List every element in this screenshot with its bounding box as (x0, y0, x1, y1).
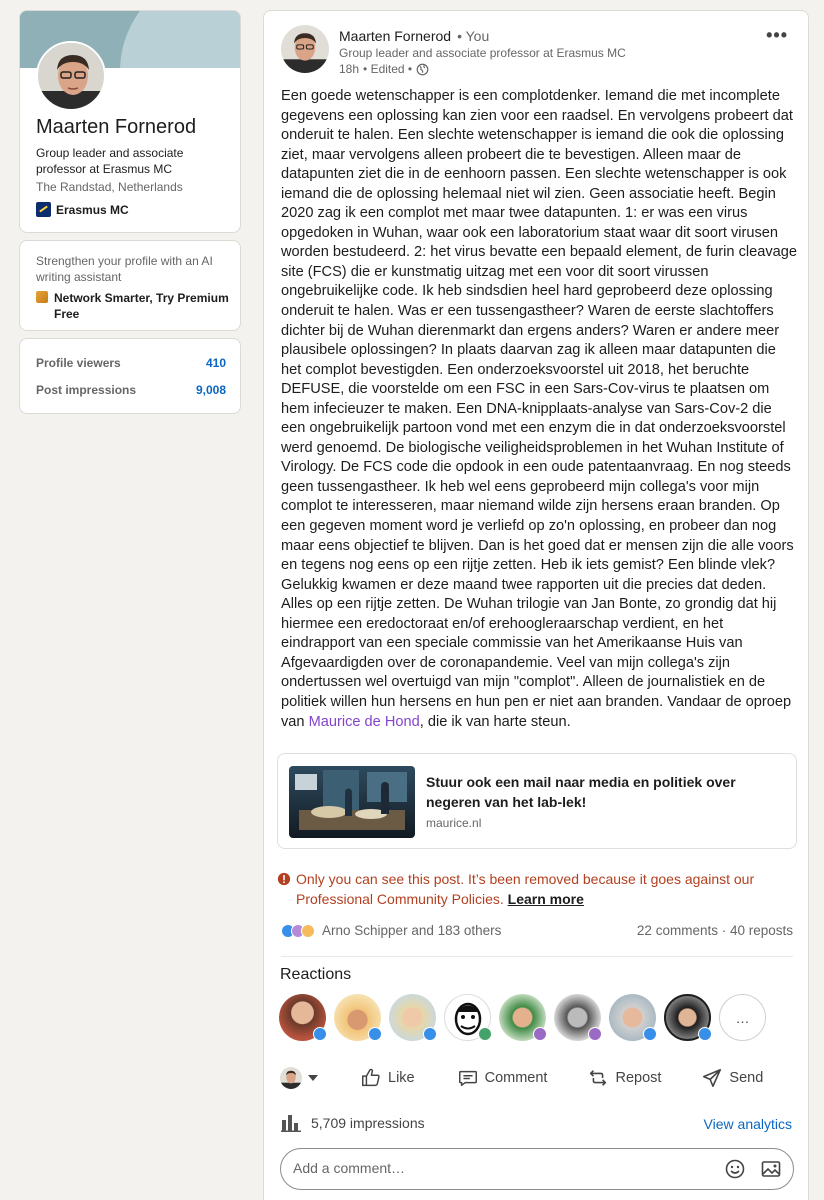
reaction-type-icons (281, 924, 315, 938)
comment-label: Comment (484, 1070, 548, 1086)
post-author-line (339, 28, 489, 44)
comment-box (280, 1148, 794, 1190)
erasmus-logo-icon (36, 202, 51, 217)
like-badge-icon (643, 1027, 657, 1041)
like-badge-icon (313, 1027, 327, 1041)
actor-avatar (280, 1067, 302, 1089)
view-analytics-link[interactable]: View analytics (703, 1116, 792, 1132)
reactor-avatar[interactable] (444, 994, 491, 1041)
impressions (281, 1114, 425, 1132)
comment-button[interactable] (457, 1067, 548, 1089)
reactor-avatar[interactable] (554, 994, 601, 1041)
profile-card (19, 10, 241, 233)
stats-card (19, 338, 241, 414)
post-impressions-row[interactable] (36, 383, 226, 397)
link-thumbnail (289, 766, 415, 838)
post-author-avatar[interactable] (281, 25, 329, 73)
impressions-count: 5,709 impressions (311, 1115, 425, 1131)
removed-notice-text: Only you can see this post. It’s been removed because it goes against our Professional Community Policies. (296, 871, 755, 907)
post-author-name[interactable]: Maarten Fornerod (339, 28, 452, 44)
removed-notice-text-wrap (296, 869, 787, 909)
action-bar (280, 1063, 796, 1093)
profile-avatar[interactable] (36, 41, 106, 111)
post-card (263, 10, 809, 1200)
mention-link[interactable]: Maurice de Hond (308, 713, 420, 730)
removed-notice (277, 869, 787, 909)
repost-button[interactable] (587, 1067, 661, 1089)
more-options-icon[interactable]: ••• (766, 25, 788, 45)
premium-cta-link[interactable] (36, 290, 240, 322)
organization-name: Erasmus MC (56, 202, 129, 217)
like-icon (360, 1067, 382, 1089)
post-author-headline: Group leader and associate professor at Erasmus MC (339, 46, 626, 60)
reactor-avatars (279, 994, 766, 1041)
comment-icon (457, 1067, 479, 1089)
link-domain: maurice.nl (426, 816, 482, 830)
post-author-badge: • You (457, 28, 490, 44)
more-reactors-button[interactable]: … (719, 994, 766, 1041)
comments-reposts-count[interactable]: 22 comments · 40 reposts (636, 923, 793, 938)
reactor-avatar[interactable] (499, 994, 546, 1041)
link-title[interactable]: Stuur ook een mail naar media en politiek over negeren van het lab-lek! (426, 774, 736, 810)
warning-icon (277, 872, 291, 886)
like-label: Like (388, 1070, 415, 1086)
like-badge-icon (698, 1027, 712, 1041)
profile-viewers-label: Profile viewers (36, 356, 121, 370)
send-label: Send (729, 1070, 764, 1086)
reactions-title: Reactions (280, 966, 352, 983)
emoji-icon[interactable] (725, 1159, 745, 1179)
send-button[interactable] (701, 1067, 763, 1089)
post-time: 18h (339, 62, 360, 76)
reactions-summary-text: Arno Schipper and 183 others (322, 923, 502, 938)
post-edited: • Edited • (363, 62, 413, 76)
link-preview-card[interactable] (277, 753, 797, 849)
premium-prompt: Strengthen your profile with an AI writing assistant (36, 254, 213, 284)
bars-icon (281, 1114, 301, 1132)
insightful-badge-icon (588, 1027, 602, 1041)
repost-label: Repost (615, 1070, 662, 1086)
like-badge-icon (423, 1027, 437, 1041)
celebrate-badge-icon (478, 1027, 492, 1041)
actor-switcher[interactable] (280, 1067, 350, 1089)
chevron-down-icon (308, 1075, 318, 1081)
reactions-summary[interactable] (281, 923, 501, 938)
profile-viewers-row[interactable] (36, 356, 226, 370)
profile-organization[interactable] (36, 202, 129, 217)
reactor-avatar[interactable] (279, 994, 326, 1041)
post-impressions-value: 9,008 (195, 383, 226, 397)
divider (281, 956, 793, 957)
insightful-badge-icon (533, 1027, 547, 1041)
premium-cta-label: Network Smarter, Try Premium Free (54, 291, 229, 321)
profile-viewers-value: 410 (205, 356, 226, 370)
premium-card[interactable] (19, 240, 241, 331)
profile-headline: Group leader and associate professor at Erasmus MC (36, 146, 184, 176)
post-impressions-label: Post impressions (36, 383, 137, 397)
reactor-avatar[interactable] (334, 994, 381, 1041)
social-counts (281, 923, 793, 938)
profile-name[interactable]: Maarten Fornerod (36, 116, 197, 138)
like-badge-icon (368, 1027, 382, 1041)
globe-icon (416, 63, 429, 76)
like-button[interactable] (360, 1067, 415, 1089)
reactor-avatar[interactable] (664, 994, 711, 1041)
post-body-text: Een goede wetenschapper is een complotdenker. Iemand die met incomplete gegevens een oplossing kan zien voor een raadsel. En vervolgens probeert dat onderuit te halen. Een slechte wetenschapper is iemand die ook die oplossing ziet, maar vervolgens alleen probeert die te bevestigen. Alleen maar de datapunten ziet die in de eenhoorn passen. Een slechte wetenschapper is ook iemand die de oplossing helemaal niet wil zien. Geen associatie heeft. Begin 2020 zag ik een complot met maar twee datapunten. 1: er was een virus opgedoken in Wuhan, waar ook een laboratorium staat waar dit soort virusen worden bestudeerd. 2: het virus bevatte een bepaald element, de furin cleavage site (FCS) die er kunstmatig uitzag met een voor dit soort virussen ongebruikelijke code. Ik heb sindsdien heel hard geprobeerd deze oplossing onderuit te halen. Was er een tussengastheer? Waren de eerste slachtoffers dichter bij de Wuhan dierenmarkt dan ergens anders? Waren er andere meer plausibele oplossingen? In plaats daarvan zag ik alleen maar datapunten die het complot bevestigden. Een onderzoeksvoorstel uit 2018, het beruchte DEFUSE, die voorstelde om een FSC in een Sars-Cov-virus te plaatsen om hem infecieuzer te maken. Een DNA-knipplaats-analyse van Sars-Cov-2 die een ongebruikelijk partoon vond met een enzym die in dat onderzoeksvoorstel werd genoemd. De biologische veiligheidsproblemen in het Wuhan Institute of Virology. De FCS code die opdook in een oude patentaanvraag. En nog steeds geen tussengastheer. Ik heb wel eens geprobeerd mijn collega's voor mijn complot te interesseren, maar niemand wilde zijn hersens eraan branden. Op een gegeven moment word je verliefd op zo'n oplossing, en probeer dan nog maar eens objectief te blijven. Dan is het goed dat er mensen zijn die alle voors en tegens nog eens op een rijtje zetten. Heb ik iets gemist? Een blinde vlek? Gelukkig kwamen er deze maand twee rapporten uit die precies dat deden. Alles op een rijtje zetten. De Wuhan trilogie van Jan Bonte, zo grondig dat hij hiermee een eredoctoraat en/of erehoogleraarschap verdient, en het eindrapport van een speciale commissie van het Amerikaanse Huis van Afgevaardigden over de coronapandemie. Veel van mijn collega's zijn ondertussen wel overtuigd van mijn "complot". Alleen de journalistiek en de politiek willen hun hersens en hun pen er niet aan branden. Vandaar de oproep van (281, 88, 797, 730)
comment-input[interactable] (293, 1160, 693, 1176)
image-icon[interactable] (761, 1159, 781, 1179)
send-icon (701, 1067, 723, 1089)
support-reaction-icon (301, 924, 315, 938)
profile-location: The Randstad, Netherlands (36, 180, 183, 194)
post-body-end: , die ik van harte steun. (419, 713, 571, 730)
reactor-avatar[interactable] (609, 994, 656, 1041)
post-body (281, 87, 797, 732)
premium-icon (36, 291, 48, 303)
repost-icon (587, 1067, 609, 1089)
reactor-avatar[interactable] (389, 994, 436, 1041)
learn-more-link[interactable]: Learn more (507, 891, 584, 907)
post-meta (339, 62, 429, 76)
